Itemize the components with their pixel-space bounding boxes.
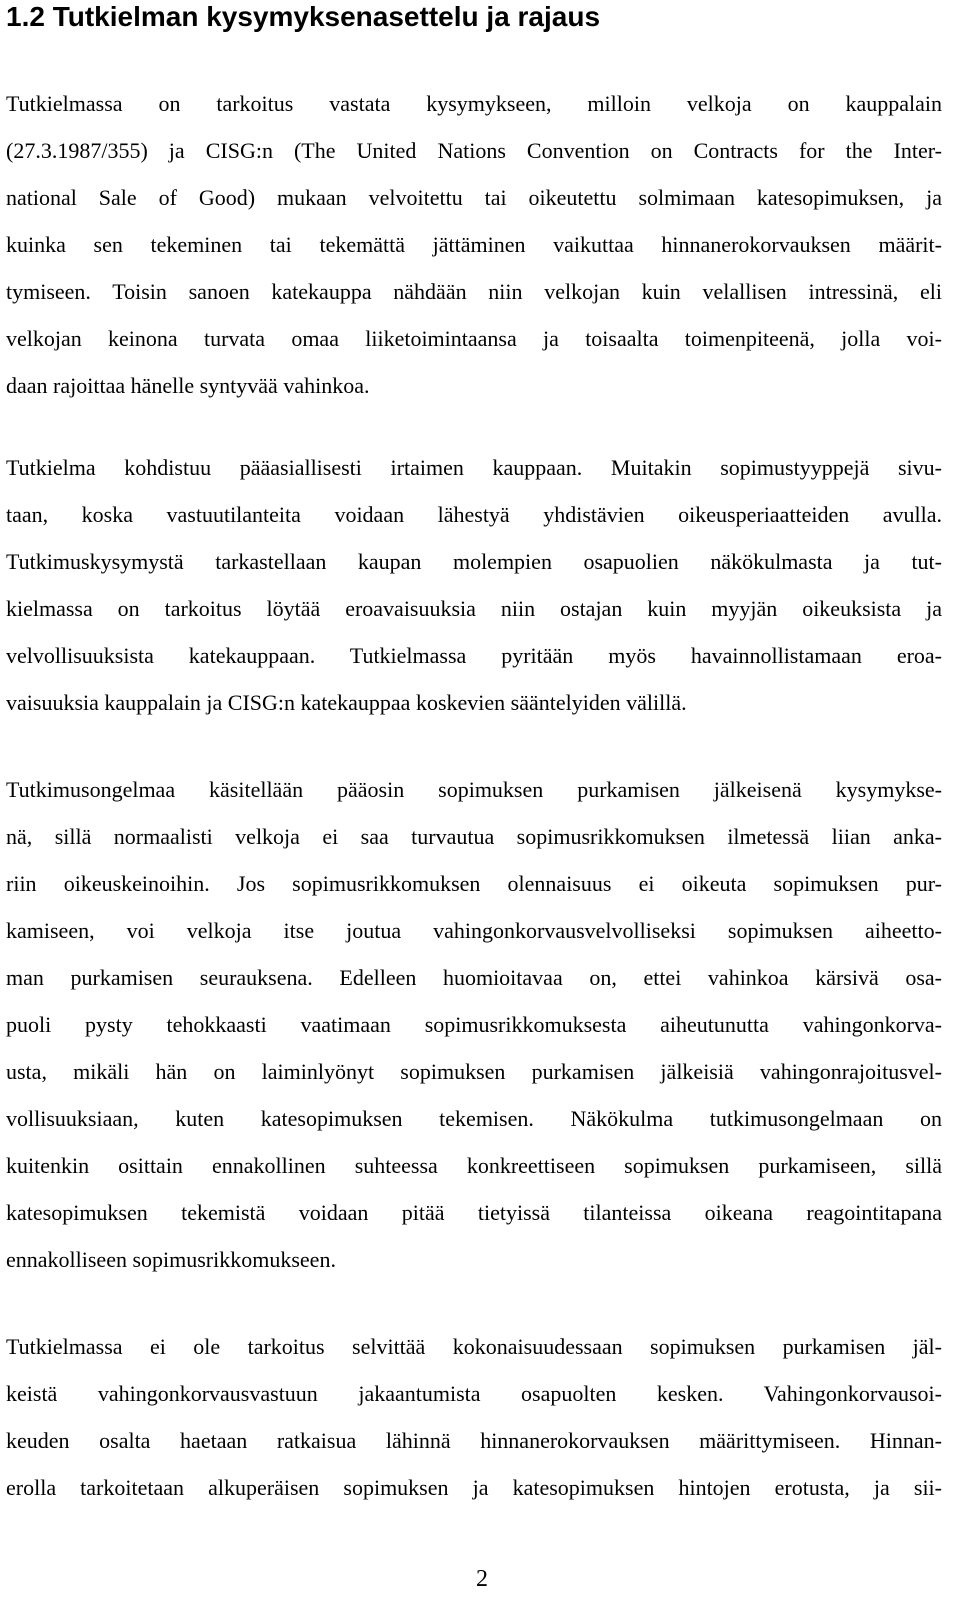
text-line: kielmassa on tarkoitus löytää eroavaisuuksia niin ostajan kuin myyjän oikeuksista ja bbox=[6, 596, 942, 621]
text-line: Tutkielmassa ei ole tarkoitus selvittää kokonaisuudessaan sopimuksen purkamisen jäl- bbox=[6, 1334, 942, 1359]
paragraph-limitations bbox=[6, 1323, 942, 1511]
text-line: tymiseen. Toisin sanoen katekauppa nähdään niin velkojan kuin velallisen intressinä, eli bbox=[6, 279, 942, 304]
text-line: keistä vahingonkorvausvastuun jakaantumista osapuolten kesken. Vahingonkorvausoi- bbox=[6, 1381, 942, 1406]
text-line: ennakolliseen sopimusrikkomukseen. bbox=[6, 1247, 336, 1272]
text-line: man purkamisen seurauksena. Edelleen huomioitavaa on, ettei vahinkoa kärsivä osa- bbox=[6, 965, 942, 990]
text-line: usta, mikäli hän on laiminlyönyt sopimuksen purkamisen jälkeisiä vahingonrajoitusvel- bbox=[6, 1059, 942, 1084]
text-line: Tutkimuskysymystä tarkastellaan kaupan molempien osapuolien näkökulmasta ja tut- bbox=[6, 549, 942, 574]
paragraph-scope bbox=[6, 444, 942, 726]
text-line: vollisuuksiaan, kuten katesopimuksen tekemisen. Näkökulma tutkimusongelmaan on bbox=[6, 1106, 942, 1131]
text-line: Tutkimusongelmaa käsitellään pääosin sopimuksen purkamisen jälkeisenä kysymykse- bbox=[6, 777, 942, 802]
text-line: keuden osalta haetaan ratkaisua lähinnä hinnanerokorvauksen määrittymiseen. Hinnan- bbox=[6, 1428, 942, 1453]
text-line: puoli pysty tehokkaasti vaatimaan sopimusrikkomuksesta aiheutunutta vahingonkorva- bbox=[6, 1012, 942, 1037]
text-line: katesopimuksen tekemistä voidaan pitää tietyissä tilanteissa oikeana reagointitapana bbox=[6, 1200, 942, 1225]
text-line: vaisuuksia kauppalain ja CISG:n katekauppaa koskevien sääntelyiden välillä. bbox=[6, 690, 687, 715]
text-line: kuinka sen tekeminen tai tekemättä jättäminen vaikuttaa hinnanerokorvauksen määrit- bbox=[6, 232, 942, 257]
text-line: kamiseen, voi velkoja itse joutua vahingonkorvausvelvolliseksi sopimuksen aiheetto- bbox=[6, 918, 942, 943]
text-line: riin oikeuskeinoihin. Jos sopimusrikkomuksen olennaisuus ei oikeuta sopimuksen pur- bbox=[6, 871, 942, 896]
text-line: taan, koska vastuutilanteita voidaan lähestyä yhdistävien oikeusperiaatteiden avulla. bbox=[6, 502, 942, 527]
text-line: (27.3.1987/355) ja CISG:n (The United Nations Convention on Contracts for the Inter- bbox=[6, 138, 942, 163]
text-line: kuitenkin osittain ennakollinen suhteessa konkreettiseen sopimuksen purkamiseen, sillä bbox=[6, 1153, 942, 1178]
section-heading: 1.2 Tutkielman kysymyksenasettelu ja rajaus bbox=[6, 1, 601, 32]
text-line: nä, sillä normaalisti velkoja ei saa turvautua sopimusrikkomuksen ilmetessä liian anka- bbox=[6, 824, 942, 849]
page-number: 2 bbox=[476, 1566, 488, 1592]
text-line: national Sale of Good) mukaan velvoitettu tai oikeutettu solmimaan katesopimuksen, ja bbox=[6, 185, 942, 210]
text-line: velkojan keinona turvata omaa liiketoimintaansa ja toisaalta toimenpiteenä, jolla voi- bbox=[6, 326, 942, 351]
text-line: Tutkielmassa on tarkoitus vastata kysymykseen, milloin velkoja on kauppalain bbox=[6, 91, 942, 116]
text-line: daan rajoittaa hänelle syntyvää vahinkoa. bbox=[6, 373, 370, 398]
text-line: velvollisuuksista katekauppaan. Tutkielmassa pyritään myös havainnollistamaan eroa- bbox=[6, 643, 942, 668]
text-line: erolla tarkoitetaan alkuperäisen sopimuksen ja katesopimuksen hintojen erotusta, ja sii- bbox=[6, 1475, 942, 1500]
text-line: Tutkielma kohdistuu pääasiallisesti irtaimen kauppaan. Muitakin sopimustyyppejä sivu- bbox=[6, 455, 942, 480]
paragraph-research-problem bbox=[6, 766, 942, 1283]
paragraph-research-question bbox=[6, 80, 942, 409]
